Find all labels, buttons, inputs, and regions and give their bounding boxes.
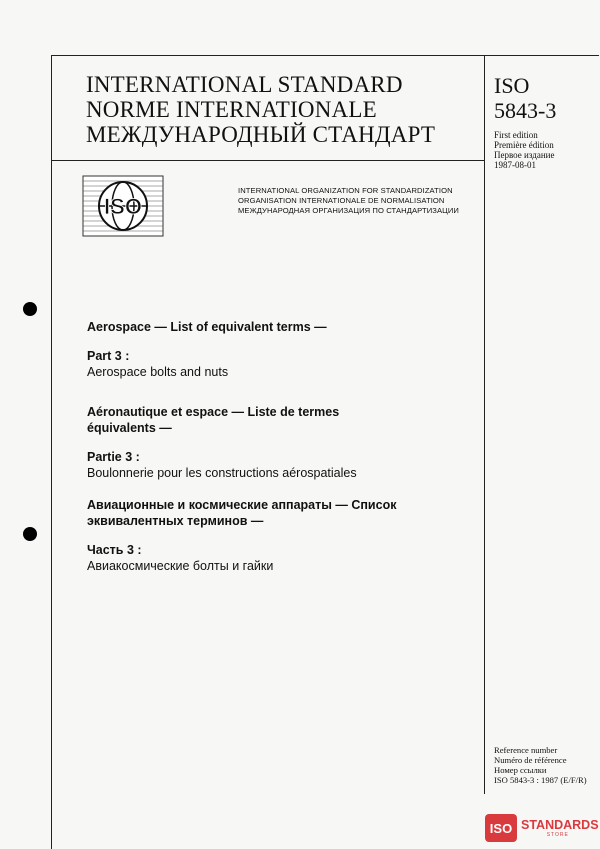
title-fr-subtitle: Boulonnerie pour les constructions aérospatiales [87,466,357,480]
standard-title-block [86,72,435,147]
title-english-section [87,319,477,380]
organization-names [238,186,459,216]
org-french: ORGANISATION INTERNATIONALE DE NORMALISATION [238,196,445,205]
title-ru-part: Часть 3 : [87,543,142,557]
store-sub: STORE [546,831,569,838]
iso-number: 5843-3 [494,98,557,123]
ref-en: Reference number [494,745,558,755]
ref-number: ISO 5843-3 : 1987 (E/F/R) [494,775,587,785]
iso-number-block [494,73,556,123]
edition-date: 1987-08-01 [494,160,536,170]
title-ru-subtitle: Авиакосмические болты и гайки [87,559,274,573]
iso-logo-icon [82,175,164,237]
title-french: NORME INTERNATIONALE [86,97,377,122]
title-english: INTERNATIONAL STANDARD [86,72,403,97]
edition-en: First edition [494,130,538,140]
punch-hole [23,527,37,541]
edition-fr: Première édition [494,140,554,150]
title-fr-part: Partie 3 : [87,450,140,464]
org-russian: МЕЖДУНАРОДНАЯ ОРГАНИЗАЦИЯ ПО СТАНДАРТИЗАЦИИ [238,206,459,215]
title-en-subtitle: Aerospace bolts and nuts [87,365,229,379]
vertical-divider [484,55,485,794]
title-russian: МЕЖДУНАРОДНЫЙ СТАНДАРТ [86,122,436,147]
title-russian-section [87,497,477,574]
title-french-section [87,404,477,481]
store-logo-icon: ISO [485,814,517,842]
logo-text: ISO [104,194,142,219]
reference-block [494,745,587,785]
edition-ru: Первое издание [494,150,555,160]
edition-block [494,130,554,170]
store-watermark [485,813,599,843]
store-name: STANDARDS [521,817,599,832]
horizontal-divider [51,160,484,161]
ref-fr: Numéro de référence [494,755,567,765]
iso-label: ISO [494,73,530,98]
title-en-part: Part 3 : [87,349,130,363]
punch-hole [23,302,37,316]
title-ru-main-2: эквивалентных терминов — [87,514,264,528]
title-fr-main-2: équivalents — [87,421,172,435]
title-fr-main-1: Aéronautique et espace — Liste de termes [87,405,340,419]
ref-ru: Номер ссылки [494,765,547,775]
title-ru-main-1: Авиационные и космические аппараты — Список [87,498,397,512]
org-english: INTERNATIONAL ORGANIZATION FOR STANDARDIZATION [238,186,453,195]
title-en-main: Aerospace — List of equivalent terms — [87,320,327,334]
